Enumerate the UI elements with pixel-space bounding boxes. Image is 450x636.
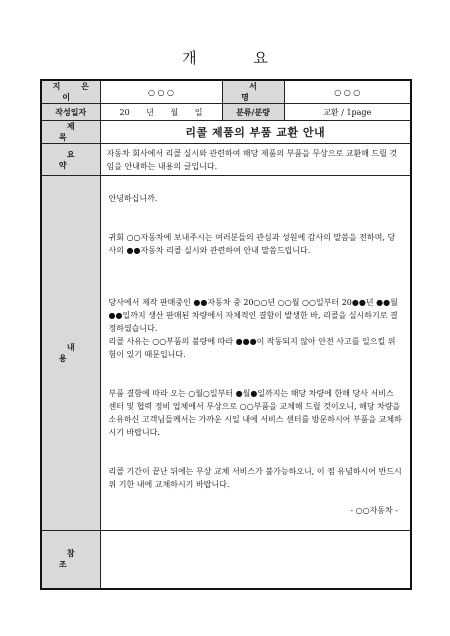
signature-label: 서 명 (222, 80, 284, 104)
content-body (100, 176, 411, 531)
subject-row (41, 121, 411, 144)
greeting-text: 안녕하십니까. (108, 194, 158, 203)
reference-value (100, 531, 411, 589)
signature-value: ○ ○ ○ (284, 80, 411, 104)
category-label: 분류/분량 (222, 104, 284, 121)
date-value: 20 년 월 일 (100, 104, 222, 121)
sender-signature: - ○○자동차 - (350, 506, 398, 515)
subject-value: 리콜 제품의 부품 교환 안내 (100, 121, 411, 144)
summary-row (41, 144, 411, 176)
paragraph-1: 귀회 ○○자동차에 보내주시는 여러분들의 관심과 성원에 감사의 말씀을 전하며, 당사의 ●●자동차 리콜 실시와 관련하여 안내 말씀드립니다. (108, 233, 396, 255)
paragraph-2: 당사에서 제작 판매중인 ●●자동차 중 20○○년 ○○월 ○○일부터 20●●년 ●●월 ●●일까지 생산 판매된 차량에서 자체적인 결함이 발생한 바, 리콜을 실시하기로 결정하였습니다. (108, 298, 398, 333)
paragraph-5: 리콜 기간이 끝난 뒤에는 무상 교체 서비스가 불가능하오니, 이 점 유념하시어 반드시 위 기한 내에 교체하시기 바랍니다. (108, 467, 402, 489)
summary-value: 자동차 회사에서 리콜 실시와 관련하여 해당 제품의 부품을 무상으로 교환해 드릴 것임을 안내하는 내용의 글입니다. (100, 144, 411, 176)
reference-row (41, 531, 411, 589)
page-title: 개 요 (182, 49, 294, 67)
author-row (41, 80, 411, 104)
author-label: 지 은 이 (41, 80, 100, 104)
document-summary-form (40, 79, 412, 590)
subject-label: 제 목 (41, 121, 100, 144)
summary-label: 요 약 (41, 144, 100, 176)
reference-label: 참 조 (41, 531, 100, 589)
content-label: 내 용 (41, 176, 100, 531)
paragraph-4: 부품 결함에 따라 오는 ○월○일부터 ●월●일까지는 해당 차량에 한해 당사 서비스 센터 및 협력 정비 업체에서 무상으로 ○○부품을 교체해 드릴 것이오니, 해당 차량을 소유하신 고객님들께서는 가까운 시일 내에 서비스 센터를 방문하시어 부품을 교체하시기 바랍니다. (108, 389, 402, 437)
author-value: ○ ○ ○ (100, 80, 222, 104)
date-row (41, 104, 411, 121)
date-label: 작성일자 (41, 104, 100, 121)
category-value: 교환 / 1page (284, 104, 411, 121)
content-row (41, 176, 411, 531)
paragraph-3: 리콜 사유는 ○○부품의 불량에 따라 ●●●이 작동되지 않아 안전 사고를 일으킬 위험이 있기 때문입니다. (108, 337, 396, 359)
